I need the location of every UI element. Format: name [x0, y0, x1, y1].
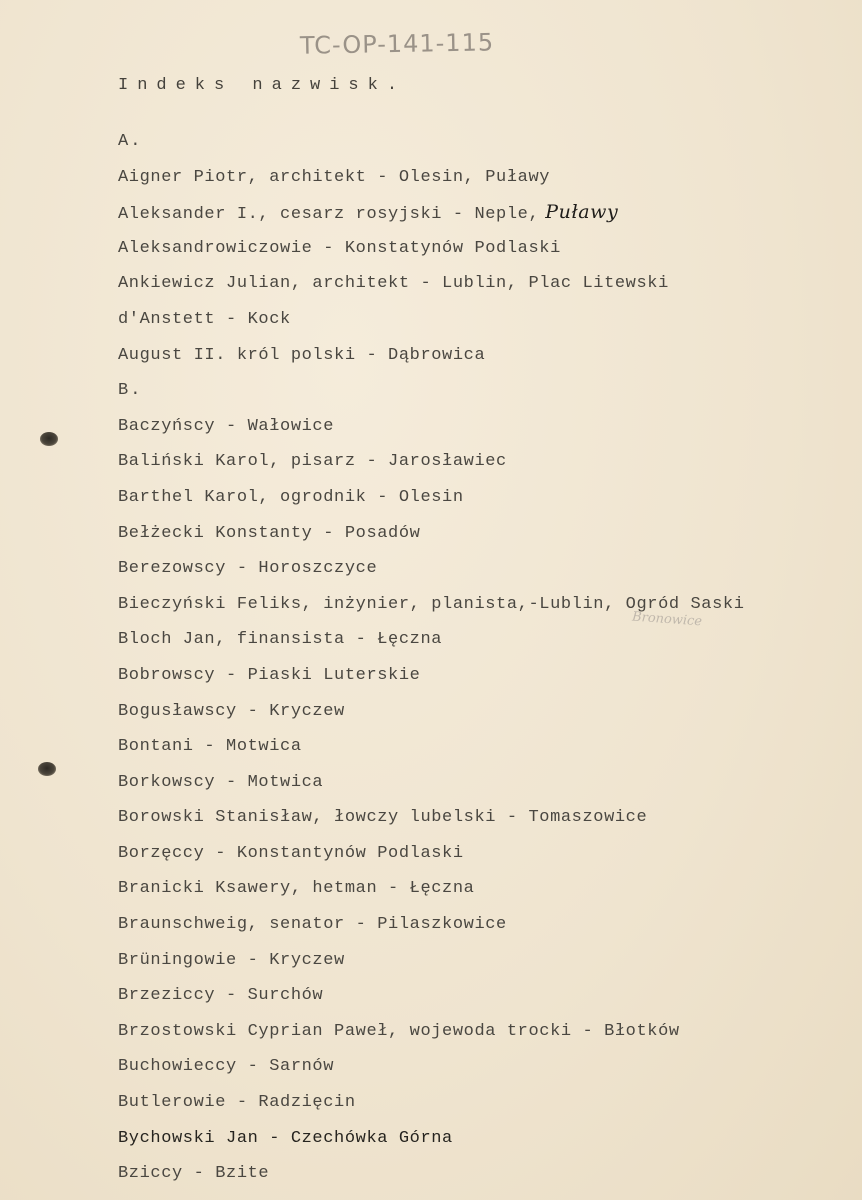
list-item: Brüningowie - Kryczew: [118, 950, 345, 970]
archive-signature: TC-OP-141-115: [299, 28, 495, 60]
list-item: Bogusławscy - Kryczew: [118, 701, 345, 721]
list-item: Butlerowie - Radzięcin: [118, 1093, 356, 1113]
list-item: [118, 195, 838, 231]
punch-hole-top: [40, 432, 58, 446]
list-item: Bychowski Jan - Czechówka Górna: [118, 1128, 453, 1148]
list-item: Baliński Karol, pisarz - Jarosławiec: [118, 452, 507, 472]
punch-hole-bottom: [38, 762, 56, 776]
list-item: Bziccy - Bzite: [118, 1164, 270, 1184]
section-letter-b: B.: [118, 381, 143, 401]
name-index-list: [118, 124, 838, 1192]
list-item: Borowski Stanisław, łowczy lubelski - Tomaszowice: [118, 808, 648, 828]
list-item: Ankiewicz Julian, architekt - Lublin, Plac Litewski: [118, 274, 669, 294]
list-item: Aleksandrowiczowie - Konstatynów Podlaski: [118, 238, 561, 258]
list-item: Baczyńscy - Wałowice: [118, 416, 335, 436]
list-item: Bieczyński Feliks, inżynier, planista,-Lublin, Ogród Saski: [118, 594, 745, 614]
list-item: Buchowieccy - Sarnów: [118, 1057, 335, 1077]
entry-text: Aleksander I., cesarz rosyjski - Neple,: [118, 205, 540, 225]
list-item: Braunschweig, senator - Pilaszkowice: [118, 915, 507, 935]
list-item: Barthel Karol, ogrodnik - Olesin: [118, 487, 464, 507]
list-item: Branicki Ksawery, hetman - Łęczna: [118, 879, 475, 899]
list-item: Borkowscy - Motwica: [118, 772, 324, 792]
list-item: Brzostowski Cyprian Paweł, wojewoda trocki - Błotków: [118, 1021, 680, 1041]
pencil-annotation: Bronowice: [631, 609, 703, 630]
list-item: Bontani - Motwica: [118, 737, 302, 757]
list-item: Berezowscy - Horoszczyce: [118, 559, 378, 579]
page-title: Indeks nazwisk.: [118, 76, 407, 95]
list-item: Aigner Piotr, architekt - Olesin, Puławy: [118, 167, 551, 187]
list-item: August II. król polski - Dąbrowica: [118, 345, 486, 365]
list-item: Bloch Jan, finansista - Łęczna: [118, 630, 443, 650]
section-letter-a: A.: [118, 132, 143, 151]
list-item: Bełżecki Konstanty - Posadów: [118, 523, 421, 543]
list-item: Borzęccy - Konstantynów Podlaski: [118, 843, 464, 863]
handwritten-addition: Puławy: [545, 201, 619, 224]
list-item: Bobrowscy - Piaski Luterskie: [118, 665, 421, 685]
list-item: d'Anstett - Kock: [118, 309, 291, 329]
list-item: Brzeziccy - Surchów: [118, 986, 324, 1006]
